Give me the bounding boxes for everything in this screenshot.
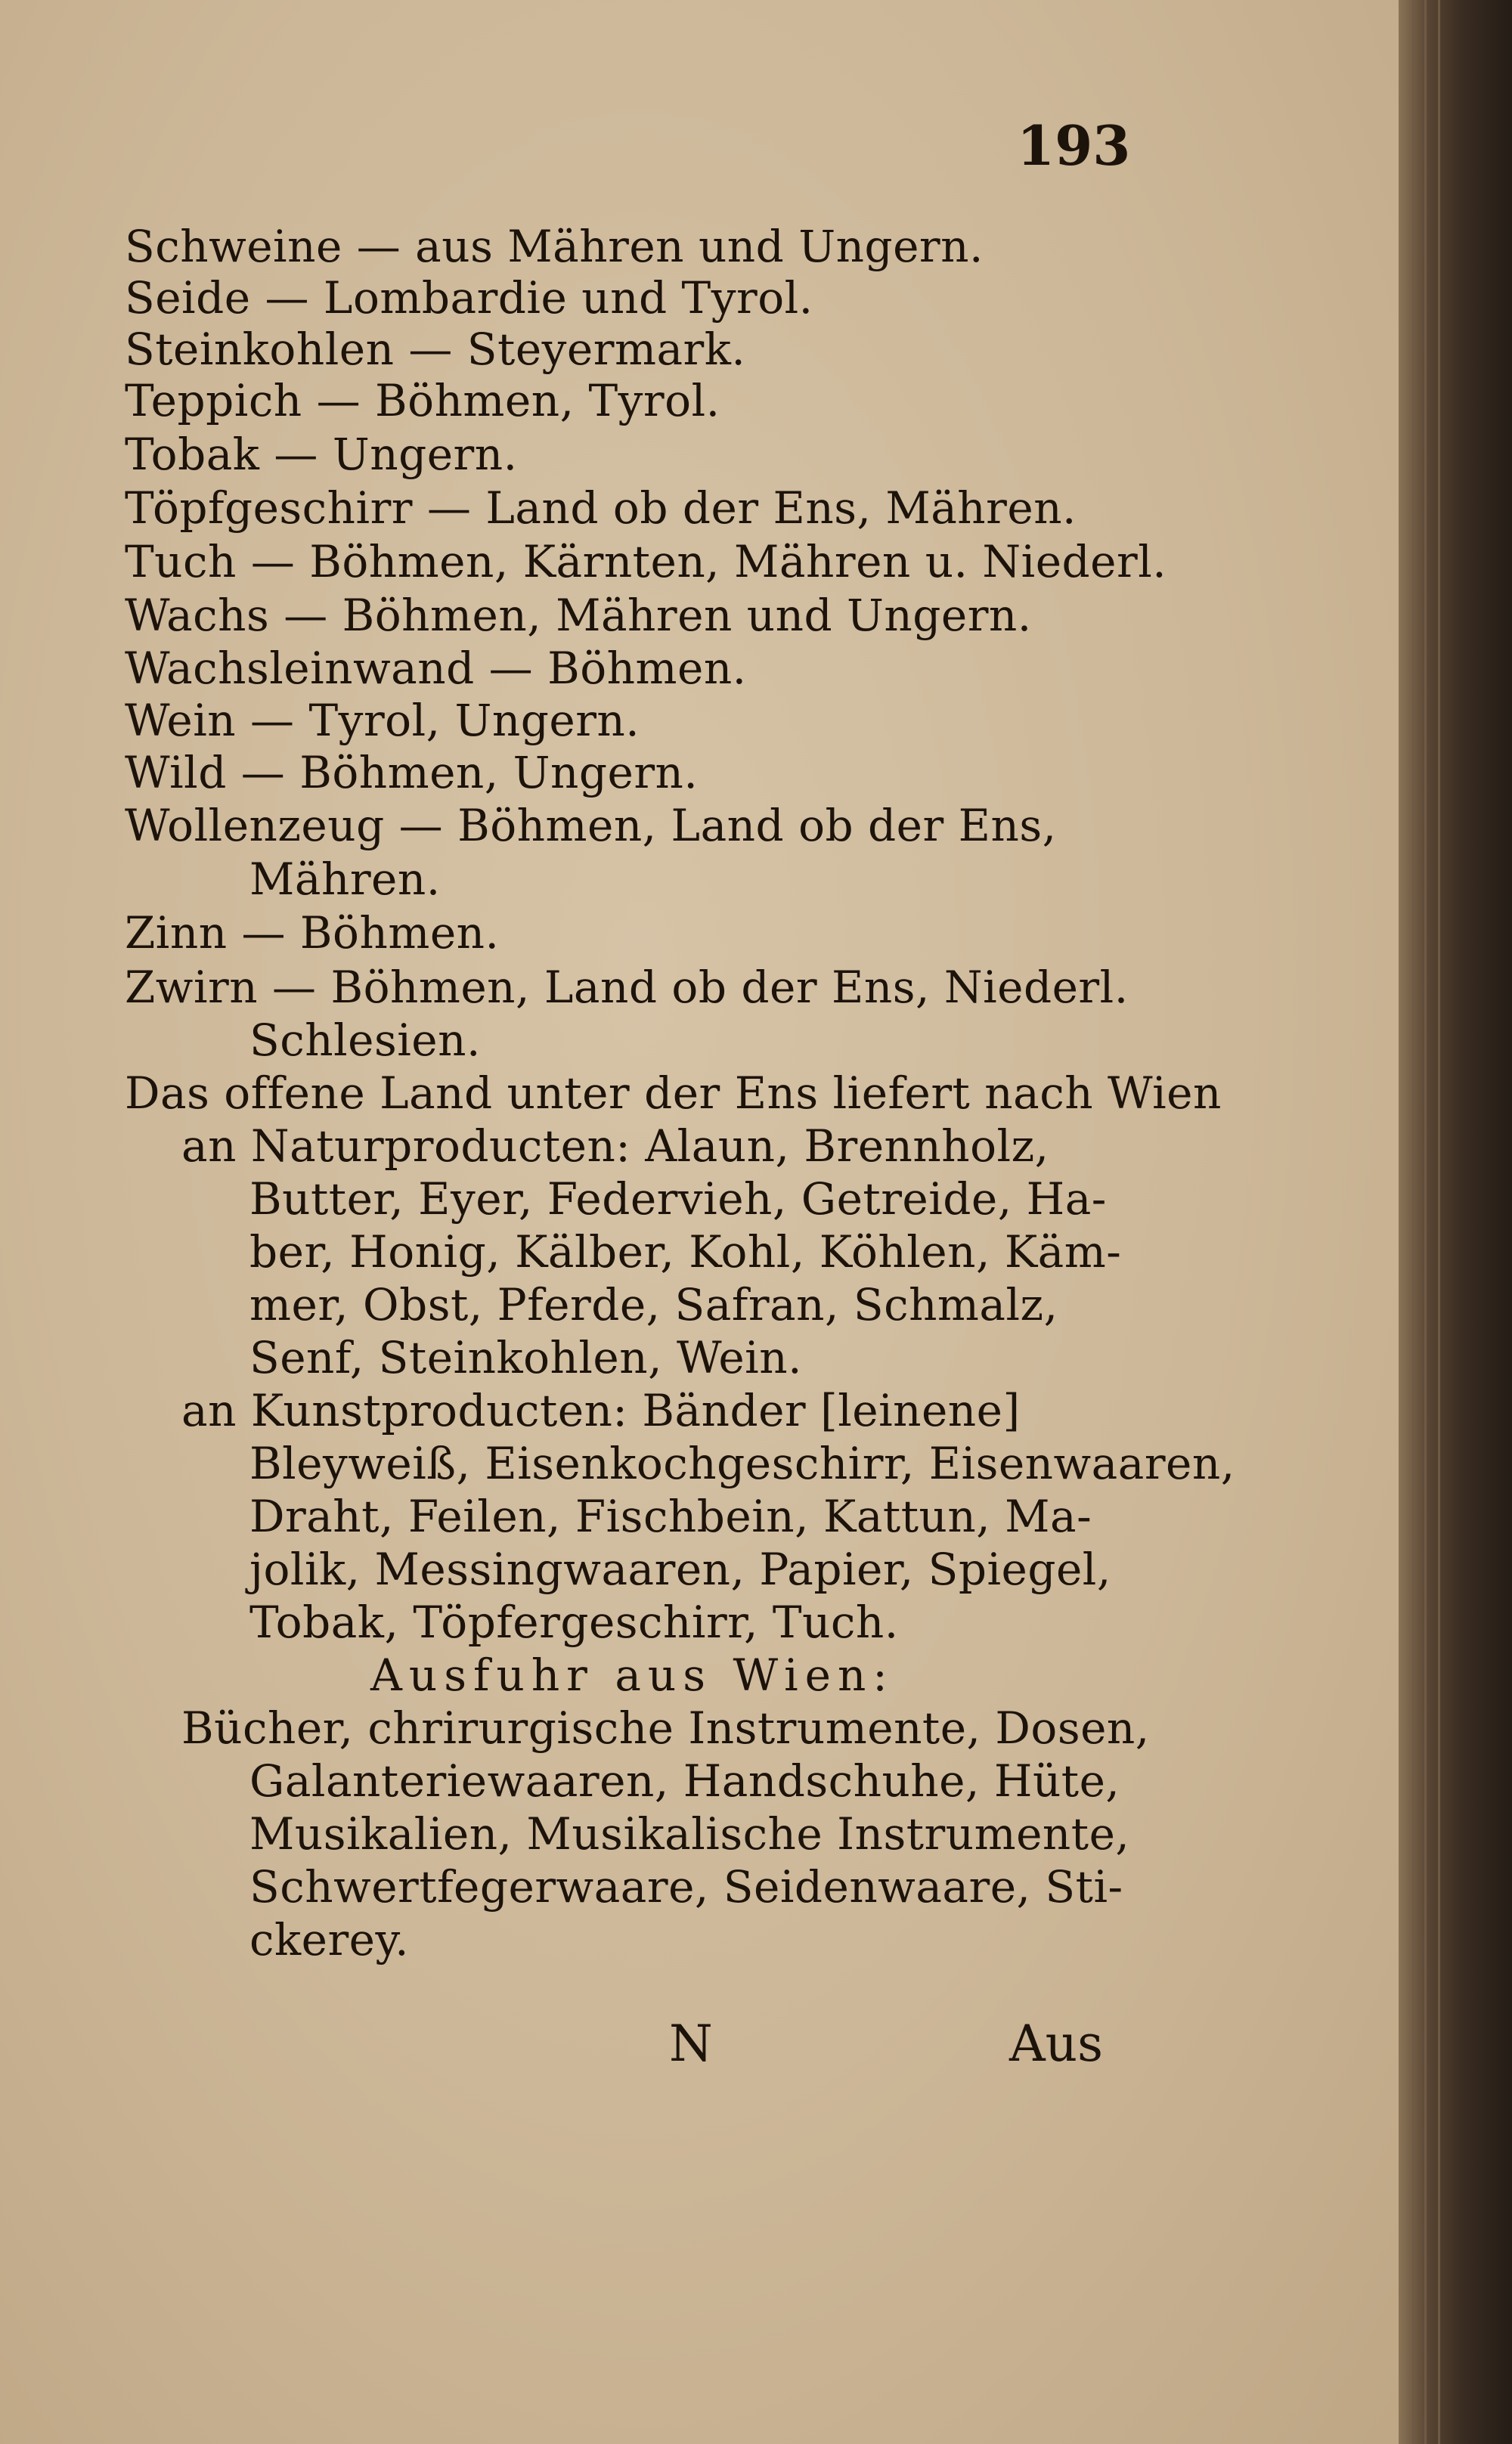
text-line: Senf, Steinkohlen, Wein. — [249, 1332, 803, 1383]
text-line: mer, Obst, Pferde, Safran, Schmalz, — [249, 1279, 1058, 1330]
text-line: ber, Honig, Kälber, Kohl, Köhlen, Käm- — [249, 1226, 1122, 1278]
text-line: Wein — Tyrol, Ungern. — [125, 695, 640, 746]
text-line: Zwirn — Böhmen, Land ob der Ens, Niederl. — [125, 962, 1129, 1013]
text-line: Schwertfegerwaare, Seidenwaare, Sti- — [249, 1861, 1123, 1913]
text-line: Wollenzeug — Böhmen, Land ob der Ens, — [125, 800, 1057, 851]
section-heading: Ausfuhr aus Wien: — [370, 1649, 894, 1701]
text-line: Wachs — Böhmen, Mähren und Ungern. — [125, 590, 1032, 641]
text-line: Bücher, chrirurgische Instrumente, Dosen, — [181, 1702, 1150, 1754]
text-line: Butter, Eyer, Federvieh, Getreide, Ha- — [249, 1173, 1107, 1225]
text-line: Zinn — Böhmen. — [125, 907, 500, 959]
page-number: 193 — [1017, 113, 1131, 178]
signature-mark: N — [669, 2015, 713, 2073]
text-line: Tobak, Töpfergeschirr, Tuch. — [249, 1597, 899, 1648]
text-line: jolik, Messingwaaren, Papier, Spiegel, — [249, 1544, 1111, 1595]
page-edge-line — [1438, 0, 1440, 2444]
text-line: Wachsleinwand — Böhmen. — [125, 643, 747, 694]
page-edge-line — [1424, 0, 1427, 2444]
text-line: Teppich — Böhmen, Tyrol. — [125, 375, 720, 426]
text-line: ckerey. — [249, 1914, 410, 1965]
text-line: Seide — Lombardie und Tyrol. — [125, 272, 813, 324]
text-line: Bleyweiß, Eisenkochgeschirr, Eisenwaaren, — [249, 1438, 1235, 1489]
text-line: Wild — Böhmen, Ungern. — [125, 747, 699, 798]
text-line: an Naturproducten: Alaun, Brennholz, — [181, 1120, 1049, 1172]
text-line: Tuch — Böhmen, Kärnten, Mähren u. Niederl. — [125, 536, 1167, 587]
text-line: Musikalien, Musikalische Instrumente, — [249, 1808, 1130, 1860]
text-line: Draht, Feilen, Fischbein, Kattun, Ma- — [249, 1491, 1092, 1542]
page-edge-line — [1412, 0, 1414, 2444]
text-line: Schlesien. — [249, 1014, 481, 1066]
text-line: Schweine — aus Mähren und Ungern. — [125, 221, 984, 272]
text-line: an Kunstproducten: Bänder [leinene] — [181, 1385, 1021, 1436]
text-line: Tobak — Ungern. — [125, 429, 518, 480]
catchword: Aus — [1009, 2015, 1104, 2073]
text-line: Steinkohlen — Steyermark. — [125, 324, 746, 375]
text-line: Das offene Land unter der Ens liefert nach Wien — [125, 1067, 1222, 1119]
book-gutter — [1399, 0, 1512, 2444]
text-line: Töpfgeschirr — Land ob der Ens, Mähren. — [125, 482, 1077, 534]
text-line: Mähren. — [249, 853, 441, 905]
text-line: Galanteriewaaren, Handschuhe, Hüte, — [249, 1755, 1120, 1807]
